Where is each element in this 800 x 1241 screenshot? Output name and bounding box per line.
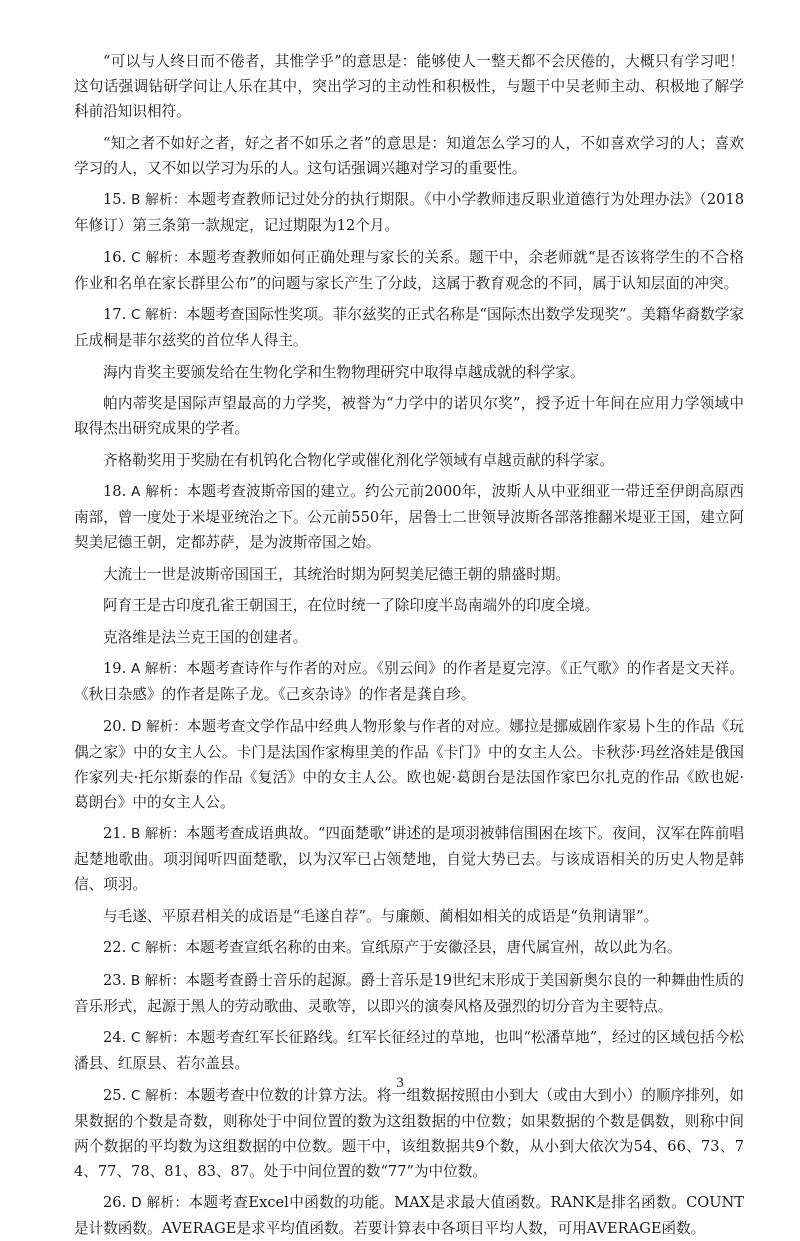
question-number: 24. xyxy=(103,1029,127,1046)
answer-letter: A xyxy=(130,661,141,677)
supplementary-paragraph: 帕内蒂奖是国际声望最高的力学奖，被誉为“力学中的诺贝尔奖”，授予近十年间在应用力学领域中取得杰出研究成果的学者。 xyxy=(74,395,744,437)
explanation-text: 本题考查诗作与作者的对应。《别云间》的作者是夏完淳。《正气歌》的作者是文天祥。《秋日杂感》的作者是陈子龙。《己亥杂诗》的作者是龚自珍。 xyxy=(74,660,745,703)
answer-letter: C xyxy=(130,940,141,956)
explanation-label: 解析： xyxy=(145,249,187,266)
supplementary-paragraph: 阿育王是古印度孔雀王朝国王，在位时统一了除印度半岛南端外的印度全境。 xyxy=(103,597,600,614)
answer-letter: A xyxy=(131,484,141,500)
answer-letter: B xyxy=(131,192,141,208)
answer-explanation xyxy=(74,1190,744,1241)
explanation-label: 解析： xyxy=(144,661,186,677)
answer-explanation xyxy=(74,302,744,353)
answer-explanation xyxy=(74,245,744,296)
explanation-label: 解析： xyxy=(146,1195,189,1211)
question-number: 17. xyxy=(103,306,127,323)
answer-explanation xyxy=(74,1025,744,1076)
explanation-label: 解析： xyxy=(144,940,186,956)
question-number: 18. xyxy=(103,483,127,500)
question-number: 25. xyxy=(103,1086,127,1104)
explanation-text: 本题考查爵士音乐的起源。爵士音乐是19世纪末形成于美国新奥尔良的一种舞曲性质的音乐形式，起源于黑人的劳动歌曲、灵歌等，以即兴的演奏风格及强烈的切分音为主要特点。 xyxy=(74,971,745,1015)
explanation-text: 本题考查国际性奖项。菲尔兹奖的正式名称是“国际杰出数学发现奖”。美籍华裔数学家丘成桐是菲尔兹奖的首位华人得主。 xyxy=(74,306,745,349)
explanation-label: 解析： xyxy=(144,972,186,989)
question-number: 19. xyxy=(103,660,127,677)
explanation-text: 本题考查教师如何正确处理与家长的关系。题干中，余老师就“是否该将学生的不合格作业和名单在家长群里公布”的问题与家长产生了分歧，这属于教育观念的不同，属于认知层面的冲突。 xyxy=(74,248,744,292)
explanation-label: 解析： xyxy=(145,192,187,208)
answer-explanation xyxy=(74,821,744,897)
supplementary-paragraph: 齐格勒奖用于奖励在有机钨化合物化学或催化剂化学领域有卓越贡献的科学家。 xyxy=(103,451,614,469)
explanation-text: 本题考查Excel中函数的功能。MAX是求最大值函数。RANK是排名函数。COUNT是计数函数。AVERAGE是求平均值函数。若要计算表中各项目平均人数，可用AVERAGE函数。 xyxy=(74,1194,744,1237)
supplementary-paragraph: 大流士一世是波斯帝国国王，其统治时期为阿契美尼德王朝的鼎盛时期。 xyxy=(103,565,571,583)
explanation-text: 本题考查成语典故。“四面楚歌”讲述的是项羽被韩信围困在垓下。夜间，汉军在阵前唱起楚地歌曲。项羽闻听四面楚歌，以为汉军已占领楚地，自觉大势已去。与该成语相关的历史人物是韩信、项羽。 xyxy=(74,825,745,893)
answer-letter: C xyxy=(130,307,141,323)
answer-letter: C xyxy=(130,1087,141,1104)
answer-explanation xyxy=(74,935,744,961)
explanation-label: 解析： xyxy=(145,307,186,323)
page-number: 3 xyxy=(396,1075,404,1091)
explanation-label: 解析： xyxy=(145,1087,186,1104)
answer-explanation xyxy=(74,187,744,238)
explanation-text: 本题考查中位数的计算方法。将一组数据按照由小到大（或由大到小）的顺序排列，如果数据的个数是奇数，则称处于中间位置的数为这组数据的中位数；如果数据的个数是偶数，则称中间两个数据的平均数为这组数据的中位数。题干中，该组数据共9个数，从小到大依次为54、66、73、74、77、78、81、83、87。处于中间位置的数“77”为中位数。 xyxy=(74,1086,744,1180)
explanation-label: 解析： xyxy=(144,826,186,842)
answer-letter: C xyxy=(131,249,141,266)
answer-letter: C xyxy=(130,1030,141,1046)
supplementary-paragraph: 与毛遂、平原君相关的成语是“毛遂自荐”。与廉颇、蔺相如相关的成语是“负荆请罪”。 xyxy=(103,907,659,925)
answer-explanation xyxy=(74,479,744,555)
answer-letter: B xyxy=(130,972,141,989)
supplementary-paragraph: 克洛维是法兰克王国的创建者。 xyxy=(103,628,308,646)
answer-explanation xyxy=(74,714,744,815)
supplementary-paragraph: “知之者不如好之者，好之者不如乐之者”的意思是：知道怎么学习的人，不如喜欢学习的人；喜欢学习的人，又不如以学习为乐的人。这句话强调兴趣对学习的重要性。 xyxy=(74,134,744,177)
answer-explanation xyxy=(74,656,744,707)
supplementary-paragraph: 海内肯奖主要颁发给在生物化学和生物物理研究中取得卓越成就的科学家。 xyxy=(103,363,585,381)
explanation-text: 本题考查宣纸名称的由来。宣纸原产于安徽泾县，唐代属宣州，故以此为名。 xyxy=(185,939,682,956)
explanation-label: 解析： xyxy=(145,484,187,500)
answer-letter: D xyxy=(131,1195,142,1211)
question-number: 23. xyxy=(103,971,127,989)
explanation-text: 本题考查教师记过处分的执行期限。《中小学教师违反职业道德行为处理办法》（2018年修订）第三条第一款规定，记过期限为12个月。 xyxy=(74,191,745,234)
question-number: 21. xyxy=(103,825,127,842)
explanation-text: 本题考查波斯帝国的建立。约公元前2000年，波斯人从中亚细亚一带迁至伊朗高原西南部，曾一度处于米堤亚统治之下。公元前550年，居鲁士二世领导波斯各部落推翻米堤亚王国，建立阿契美尼德王朝，定都苏萨，是为波斯帝国之始。 xyxy=(74,483,745,551)
explanation-label: 解析： xyxy=(145,1030,186,1046)
supplementary-paragraph: “可以与人终日而不倦者，其惟学乎”的意思是：能够使人一整天都不会厌倦的，大概只有学习吧！这句话强调钻研学问让人乐在其中，突出学习的主动性和积极性，与题干中吴老师主动、积极地了解学科前沿知识相符。 xyxy=(74,53,744,120)
question-number: 16. xyxy=(103,248,127,266)
question-number: 15. xyxy=(103,191,127,208)
question-number: 20. xyxy=(103,717,127,735)
answer-explanations xyxy=(74,49,744,1241)
explanation-text: 本题考查文学作品中经典人物形象与作者的对应。娜拉是挪威剧作家易卜生的作品《玩偶之家》中的女主人公。卡门是法国作家梅里美的作品《卡门》中的女主人公。卡秋莎·玛丝洛娃是俄国作家列夫·托尔斯泰的作品《复活》中的女主人公。欧也妮·葛朗台是法国作家巴尔扎克的作品《欧也妮·葛朗台》中的女主人公。 xyxy=(74,717,745,811)
answer-letter: B xyxy=(130,826,141,842)
answer-letter: D xyxy=(130,718,142,735)
question-number: 22. xyxy=(103,939,127,956)
question-number: 26. xyxy=(103,1194,127,1211)
explanation-label: 解析： xyxy=(146,718,187,735)
answer-explanation xyxy=(74,968,744,1019)
answer-explanation xyxy=(74,1083,744,1184)
explanation-text: 本题考查红军长征路线。红军长征经过的草地，也叫“松潘草地”，经过的区域包括今松潘县、红原县、若尔盖县。 xyxy=(74,1029,745,1072)
